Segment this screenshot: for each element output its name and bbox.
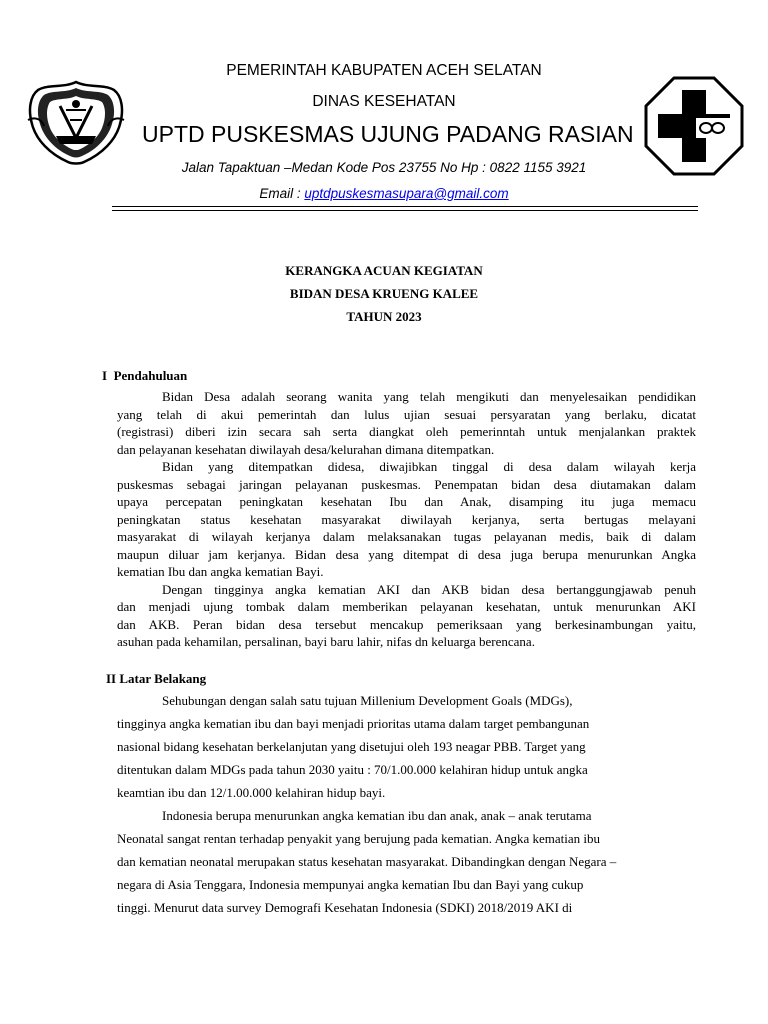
paragraph-line: puskesmas sebagai jaringan pelayanan puskesmas. Penempatan bidan desa diutamakan dalam <box>117 476 696 492</box>
section-1-body <box>117 388 696 651</box>
government-heading: PEMERINTAH KABUPATEN ACEH SELATAN <box>226 62 542 79</box>
paragraph-line: Sehubungan dengan salah satu tujuan Millenium Development Goals (MDGs), <box>162 693 573 708</box>
paragraph-line: kematian Ibu dan angka kematian Bayi. <box>117 564 324 579</box>
email-label: Email : <box>259 186 305 201</box>
paragraph-line: dan AKB. Peran bidan desa tersebut mencakup pemeriksaan yang berkesinambungan yaitu, <box>117 616 696 632</box>
paragraph-line: upaya percepatan peningkatan kesehatan Ibu dan Anak, disamping itu juga memacu <box>117 494 696 509</box>
document-title: KERANGKA ACUAN KEGIATAN <box>285 263 483 278</box>
paragraph-line: tingginya angka kematian ibu dan bayi menjadi prioritas utama dalam target pembangunan <box>117 716 590 731</box>
paragraph-line: Dengan tingginya angka kematian AKI dan AKB bidan desa bertanggungjawab penuh <box>162 581 696 597</box>
section-1-title: Pendahuluan <box>113 368 188 383</box>
department-heading: DINAS KESEHATAN <box>312 93 456 110</box>
paragraph-line: peningkatan status kesehatan masyarakat diwilayah kerjanya, serta bertugas melayani <box>117 511 696 527</box>
section-2-body <box>117 689 707 919</box>
section-2-heading: II Latar Belakang <box>106 671 207 686</box>
paragraph-line: masyarakat di wilayah kerjanya dalam melaksanakan tugas pelayanan medis, baik di dalam <box>117 529 696 544</box>
paragraph-line: nasional bidang kesehatan berkelanjutan yang disetujui oleh 193 neagar PBB. Target yang <box>117 739 586 754</box>
email-line <box>0 186 768 201</box>
document-year: TAHUN 2023 <box>346 309 422 324</box>
paragraph-line: maupun diluar jam kerjanya. Bidan desa yang ditempat di desa juga berupa menurunkan Angka <box>117 546 696 562</box>
paragraph-line: Neonatal sangat rentan terhadap penyakit yang berujung pada kematian. Angka kematian ibu <box>117 831 600 846</box>
header-divider-thin <box>112 210 698 211</box>
paragraph-line: tinggi. Menurut data survey Demografi Kesehatan Indonesia (SDKI) 2018/2019 AKI di <box>117 900 573 915</box>
paragraph-line: keamtian ibu dan 12/1.00.000 kelahiran hidup bayi. <box>117 785 386 800</box>
email-link[interactable]: uptdpuskesmasupara@gmail.com <box>304 186 509 201</box>
paragraph-line: dan kematian neonatal merupakan status kesehatan masyarakat. Dibandingkan dengan Negara – <box>117 854 617 869</box>
paragraph-line: negara di Asia Tenggara, Indonesia mempunyai angka kematian Ibu dan Bayi yang cukup <box>117 877 584 892</box>
section-1-heading <box>102 368 187 384</box>
paragraph-line: asuhan pada kehamilan, persalinan, bayi baru lahir, nifas dn keluarga berencana. <box>117 634 535 649</box>
document-subtitle: BIDAN DESA KRUENG KALEE <box>289 286 479 301</box>
paragraph-line: dan menjadi ujung tombak dalam memberikan pelayanan kesehatan, untuk menurunkan AKI <box>117 599 696 614</box>
paragraph-line: yang telah di akui pemerintah dan lulus ujian sesuai persyaratan yang berlaku, dicatat <box>117 406 696 422</box>
section-1-number: I <box>102 368 108 383</box>
institution-heading: UPTD PUSKESMAS UJUNG PADANG RASIAN <box>142 121 634 147</box>
header-divider <box>112 206 698 207</box>
paragraph-line: dan pelayanan kesehatan diwilayah desa/kelurahan dimana ditempatkan. <box>117 441 495 457</box>
paragraph-line: ditentukan dalam MDGs pada tahun 2030 yaitu : 70/1.00.000 kelahiran hidup untuk angka <box>117 762 588 777</box>
paragraph-line: Bidan Desa adalah seorang wanita yang telah mengikuti dan menyelesaikan pendidikan <box>162 389 696 404</box>
paragraph-line: (registrasi) diberi izin secara sah serta diangkat oleh pemerinntah untuk menjalankan praktek <box>117 424 696 439</box>
paragraph-line: Indonesia berupa menurunkan angka kematian ibu dan anak, anak – anak terutama <box>162 808 592 823</box>
address-line: Jalan Tapaktuan –Medan Kode Pos 23755 No Hp : 0822 1155 3921 <box>181 160 587 175</box>
paragraph-line: Bidan yang ditempatkan didesa, diwajibkan tinggal di desa dalam wilayah kerja <box>162 459 696 474</box>
